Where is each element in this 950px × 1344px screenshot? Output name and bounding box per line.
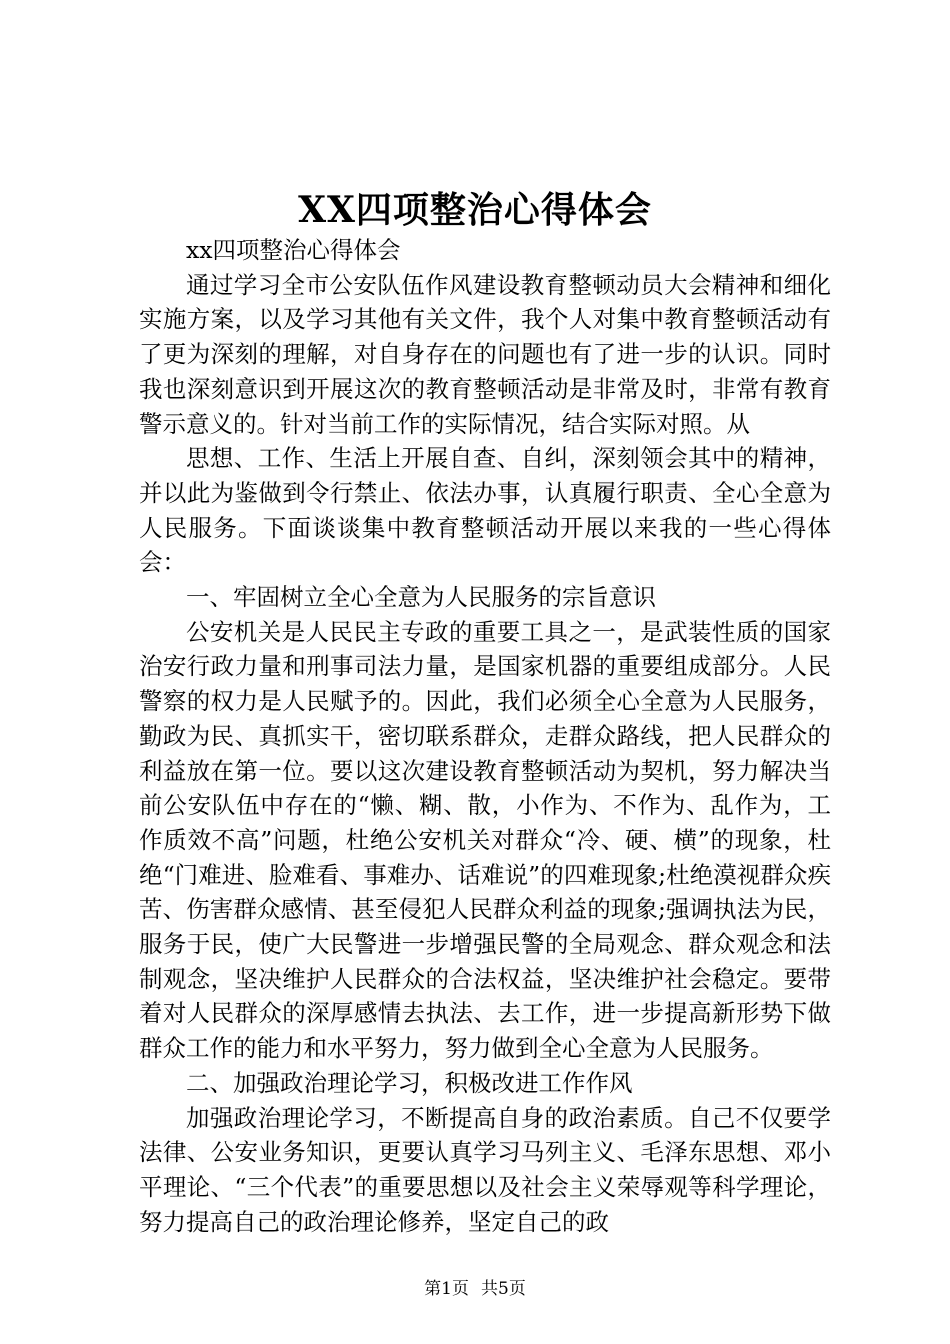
page-total: 共5页 — [481, 1279, 526, 1299]
subtitle-paragraph: xx四项整治心得体会 — [186, 236, 401, 264]
section-heading: 二、加强政治理论学习，积极改进工作作风 — [186, 1068, 633, 1097]
body-paragraph: 通过学习全市公安队伍作风建设教育整顿动员大会精神和细化实施方案，以及学习其他有关文件，我个人对集中教育整顿活动有了更为深刻的理解，对自身存在的问题也有了进一步的认识。同时我也深刻意识到开展这次的教育整顿活动是非常及时，非常有教育警示意义的。针对当前工作的实际情况，结合实际对照。从 — [139, 270, 831, 438]
body-paragraph: 公安机关是人民民主专政的重要工具之一，是武装性质的国家治安行政力量和刑事司法力量，是国家机器的重要组成部分。人民警察的权力是人民赋予的。因此，我们必须全心全意为人民服务，勤政为民、真抓实干，密切联系群众，走群众路线，把人民群众的利益放在第一位。要以这次建设教育整顿活动为契机，努力解决当前公安队伍中存在的“懒、糊、散，小作为、不作为、乱作为，工作质效不高”问题，杜绝公安机关对群众“冷、硬、横”的现象，杜绝“门难进、脸难看、事难办、话难说”的四难现象;杜绝漠视群众疾苦、伤害群众感情、甚至侵犯人民群众利益的现象;强调执法为民，服务于民，使广大民警进一步增强民警的全局观念、群众观念和法制观念，坚决维护人民群众的合法权益，坚决维护社会稳定。要带着对人民群众的深厚感情去执法、去工作，进一步提高新形势下做群众工作的能力和水平努力，努力做到全心全意为人民服务。 — [139, 617, 831, 1063]
document-title: XX四项整治心得体会 — [298, 189, 652, 231]
body-paragraph: 加强政治理论学习，不断提高自身的政治素质。自己不仅要学法律、公安业务知识，更要认真学习马列主义、毛泽东思想、邓小平理论、“三个代表”的重要思想以及社会主义荣辱观等科学理论，努力提高自己的政治理论修养，坚定自己的政 — [139, 1103, 831, 1236]
body-paragraph: 思想、工作、生活上开展自查、自纠，深刻领会其中的精神，并以此为鉴做到令行禁止、依法办事，认真履行职责、全心全意为人民服务。下面谈谈集中教育整顿活动开展以来我的一些心得体会： — [139, 444, 831, 577]
document-body — [139, 233, 831, 1239]
page-number: 第1页 — [424, 1279, 469, 1299]
section-heading: 一、牢固树立全心全意为人民服务的宗旨意识 — [186, 583, 656, 612]
page-footer — [0, 1278, 950, 1300]
